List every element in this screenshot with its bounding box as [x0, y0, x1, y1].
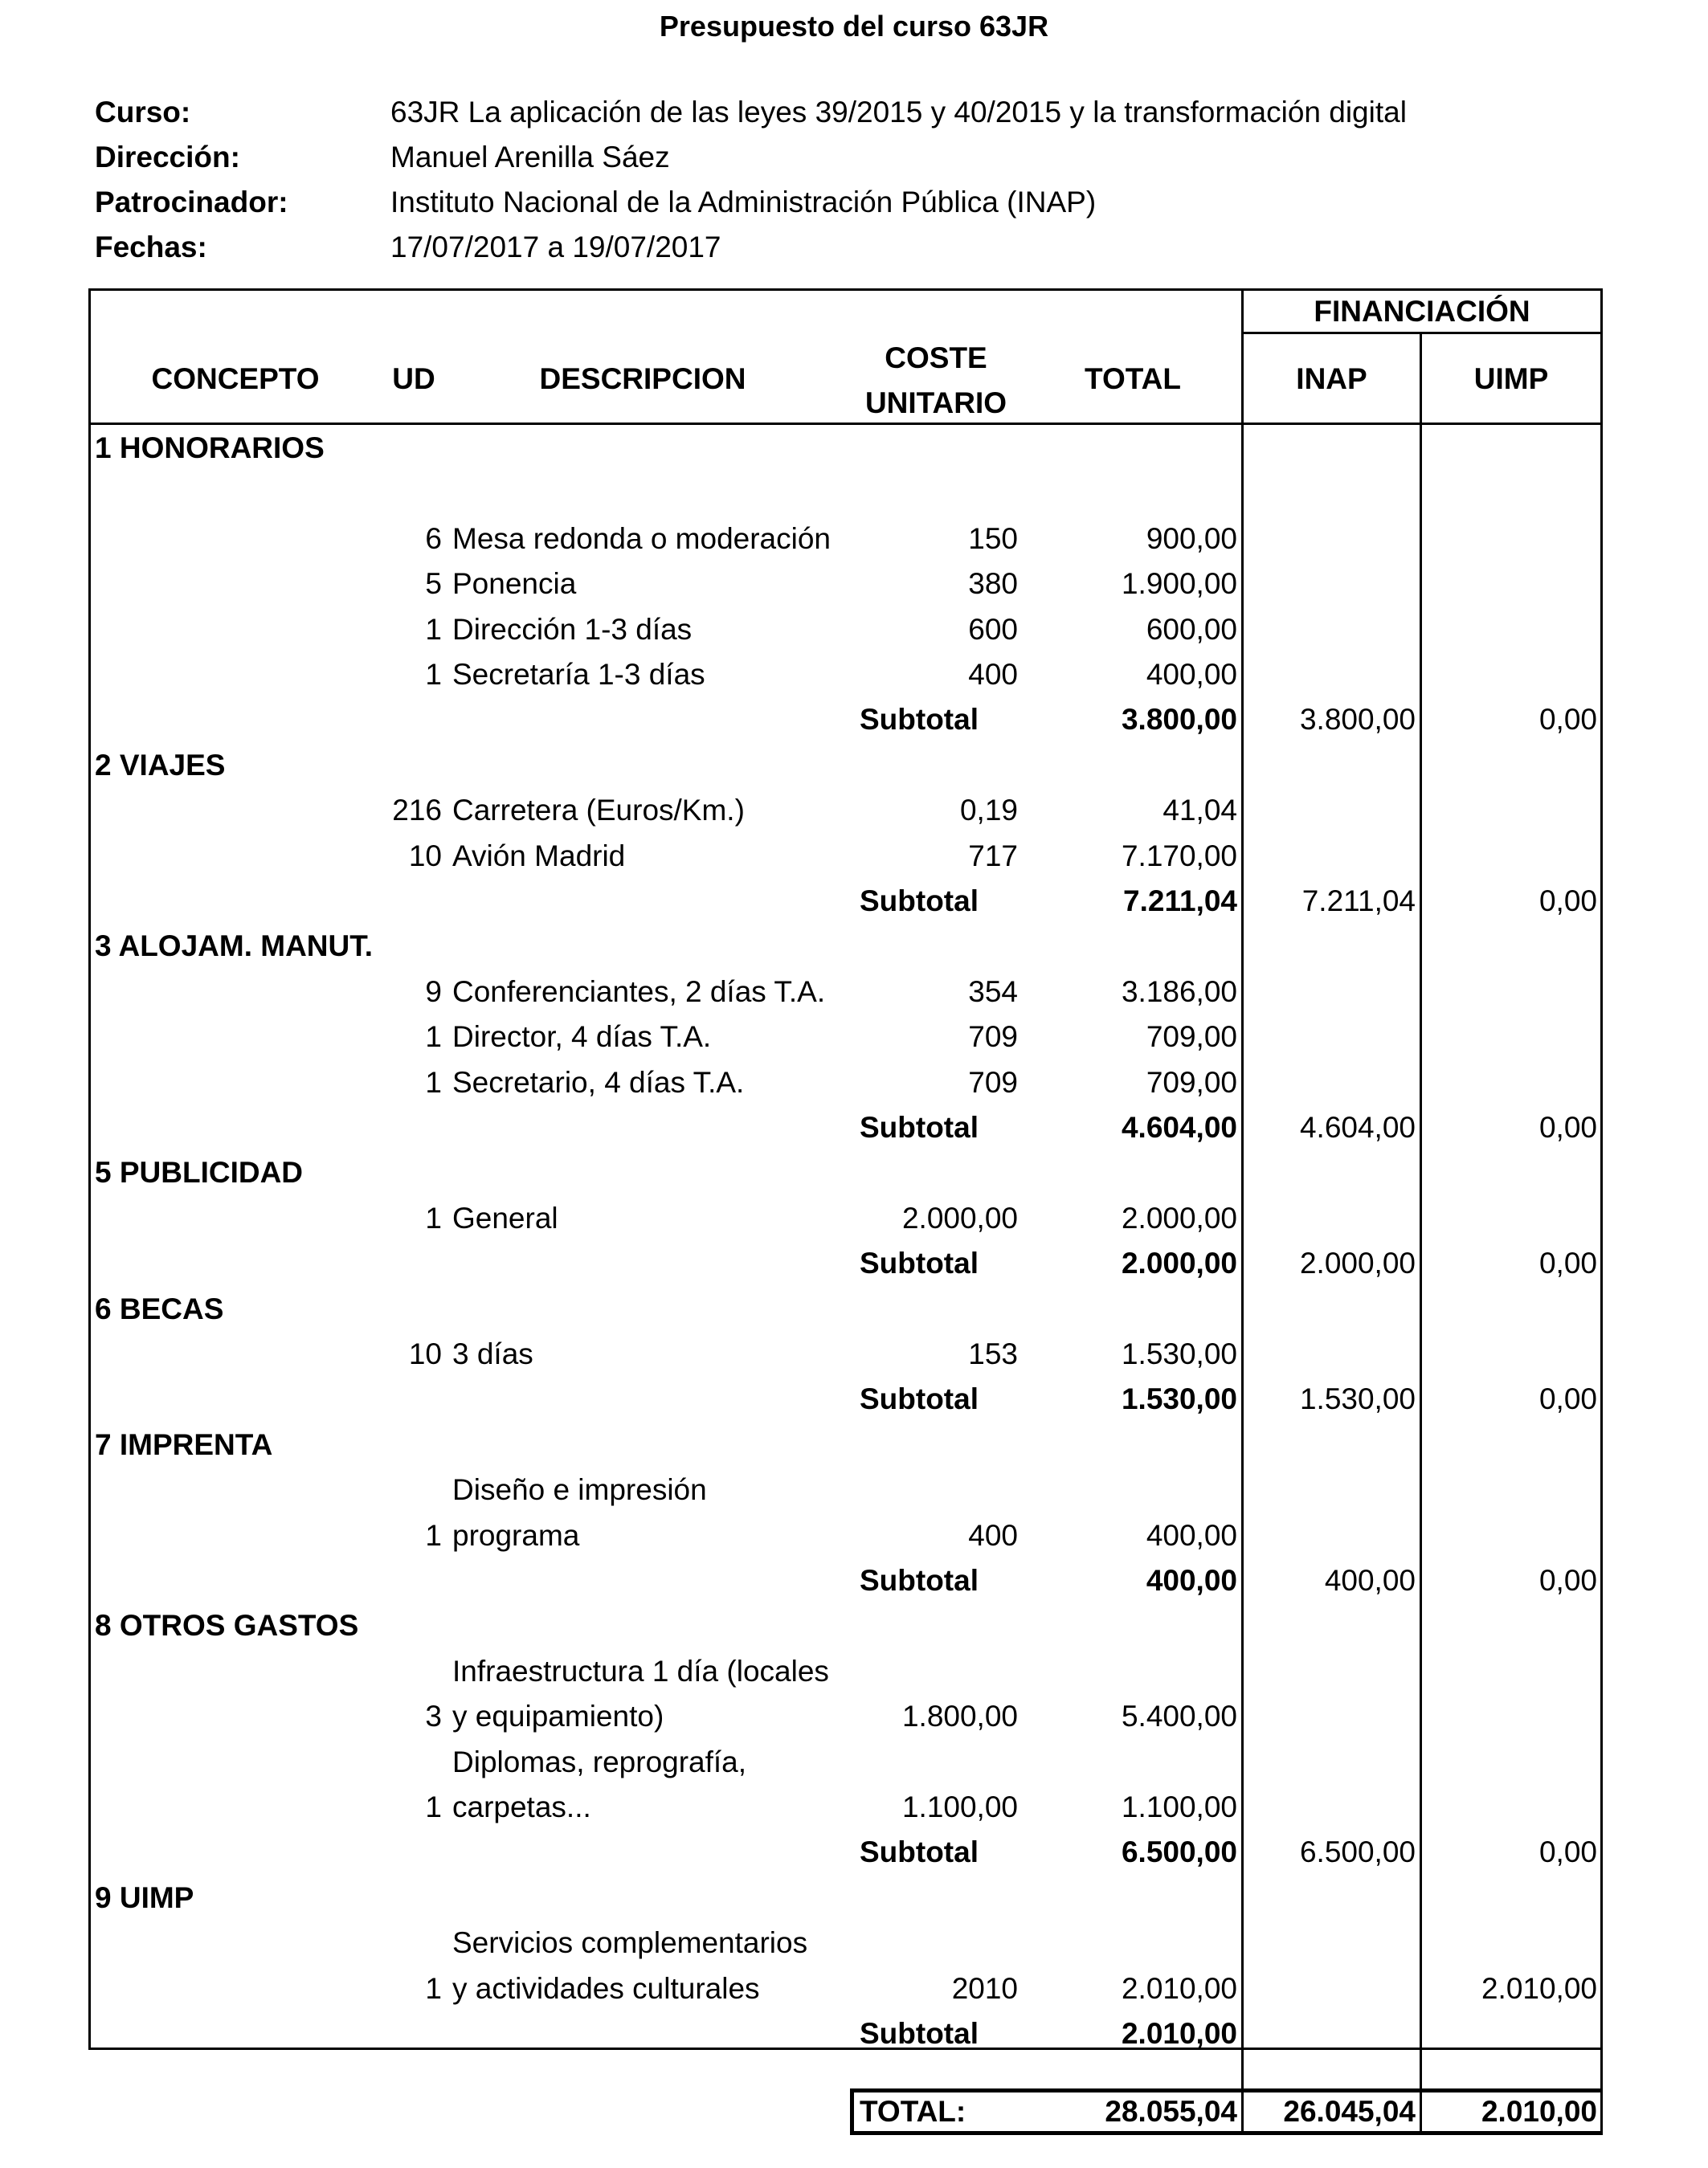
subtotal-total: 3.800,00 [1121, 703, 1237, 737]
item-unit-cost: 150 [968, 521, 1018, 555]
item-ud: 3 [425, 1700, 442, 1733]
subtotal-label: Subtotal [860, 1111, 979, 1144]
table-border-bottom [88, 2048, 1603, 2050]
item-ud: 1 [425, 658, 442, 691]
subtotal-label: Subtotal [860, 884, 979, 917]
subtotal-uimp: 0,00 [1538, 1564, 1597, 1597]
header-concepto: CONCEPTO [151, 362, 320, 395]
info-value: 63JR La aplicación de las leyes 39/2015 y 40/2015 y la transformación digital [390, 96, 1407, 129]
subtotal-inap: 3.800,00 [1299, 703, 1416, 737]
item-ud: 1 [425, 1065, 442, 1099]
item-description: Servicios complementarios [452, 1926, 808, 1960]
item-ud: 5 [425, 567, 442, 601]
grand-total-uimp: 2.010,00 [1481, 2095, 1597, 2128]
item-ud: 1 [425, 612, 442, 646]
item-description: Mesa redonda o moderación [452, 521, 832, 555]
header-financiacion: FINANCIACIÓN [1314, 295, 1530, 328]
subtotal-inap: 7.211,04 [1301, 884, 1416, 917]
item-description: Ponencia [452, 567, 577, 601]
info-row-patrocinador [95, 180, 1407, 225]
item-description: Secretario, 4 días T.A. [452, 1065, 745, 1099]
header-descripcion: DESCRIPCION [539, 362, 746, 395]
item-unit-cost: 1.800,00 [901, 1700, 1018, 1733]
header-ud: UD [392, 362, 435, 395]
item-ud: 1 [425, 1790, 442, 1823]
section-concept: 9 UIMP [95, 1880, 194, 1914]
inap-column-left-line [1241, 288, 1244, 2135]
header-total: TOTAL [1085, 362, 1181, 395]
subtotal-label: Subtotal [860, 1564, 979, 1597]
subtotal-total: 2.000,00 [1121, 1247, 1237, 1280]
subtotal-total: 4.604,00 [1121, 1111, 1237, 1144]
item-description: Dirección 1-3 días [452, 612, 693, 646]
info-label: Patrocinador: [95, 186, 288, 218]
item-total: 709,00 [1146, 1020, 1237, 1054]
info-row-curso [95, 90, 1407, 135]
item-unit-cost: 0,19 [959, 794, 1018, 827]
header-inap: INAP [1296, 362, 1367, 395]
info-row-direccion [95, 135, 1407, 180]
info-label: Dirección: [95, 141, 240, 174]
item-unit-cost: 709 [968, 1020, 1018, 1054]
subtotal-uimp: 0,00 [1538, 884, 1597, 917]
header-uimp: UIMP [1473, 362, 1549, 395]
item-uimp: 2.010,00 [1481, 1971, 1597, 2005]
item-total: 1.900,00 [1121, 567, 1237, 601]
subtotal-total: 6.500,00 [1121, 1835, 1237, 1869]
table-border-right [1600, 288, 1603, 2135]
section-concept: 5 PUBLICIDAD [95, 1156, 304, 1190]
total-box-left [850, 2088, 854, 2135]
item-unit-cost: 380 [968, 567, 1018, 601]
item-total: 400,00 [1146, 1518, 1237, 1552]
item-total: 2.000,00 [1121, 1201, 1237, 1235]
item-description: Director, 4 días T.A. [452, 1020, 712, 1054]
subtotal-total: 7.211,04 [1123, 884, 1237, 917]
item-total: 41,04 [1163, 794, 1237, 827]
item-ud: 216 [392, 794, 442, 827]
uimp-column-left-line [1420, 332, 1422, 2135]
item-unit-cost: 2.000,00 [901, 1201, 1018, 1235]
item-description: y actividades culturales [452, 1971, 760, 2005]
info-label: Curso: [95, 96, 191, 129]
item-ud: 1 [425, 1201, 442, 1235]
item-description: Diseño e impresión [452, 1473, 707, 1507]
page-title: Presupuesto del curso 63JR [659, 10, 1049, 43]
item-description: Diplomas, reprografía, [452, 1745, 747, 1778]
section-concept: 6 BECAS [95, 1292, 224, 1325]
item-total: 3.186,00 [1121, 974, 1237, 1008]
subtotal-uimp: 0,00 [1538, 1247, 1597, 1280]
subtotal-inap: 1.530,00 [1299, 1382, 1416, 1416]
item-unit-cost: 2010 [951, 1971, 1018, 2005]
item-unit-cost: 709 [968, 1065, 1018, 1099]
info-value: Manuel Arenilla Sáez [390, 141, 670, 174]
item-unit-cost: 153 [968, 1337, 1018, 1370]
item-unit-cost: 400 [968, 658, 1018, 691]
item-ud: 10 [408, 839, 442, 872]
subtotal-uimp: 0,00 [1538, 1111, 1597, 1144]
item-description: Infraestructura 1 día (locales [452, 1654, 829, 1688]
subtotal-inap: 4.604,00 [1299, 1111, 1416, 1144]
info-value: Instituto Nacional de la Administración Pública (INAP) [390, 186, 1097, 218]
item-unit-cost: 717 [968, 839, 1018, 872]
item-description: programa [452, 1518, 580, 1552]
grand-total-label: TOTAL: [860, 2095, 966, 2128]
section-concept: 8 OTROS GASTOS [95, 1609, 359, 1643]
subtotal-total: 2.010,00 [1121, 2017, 1237, 2050]
item-unit-cost: 354 [968, 974, 1018, 1008]
item-total: 1.100,00 [1121, 1790, 1237, 1823]
grand-total-inap: 26.045,04 [1283, 2095, 1416, 2128]
subtotal-total: 1.530,00 [1121, 1382, 1237, 1416]
subtotal-label: Subtotal [860, 1835, 979, 1869]
subtotal-total: 400,00 [1146, 1564, 1237, 1597]
info-value: 17/07/2017 a 19/07/2017 [390, 231, 721, 263]
item-ud: 1 [425, 1020, 442, 1054]
item-description: Conferenciantes, 2 días T.A. [452, 974, 826, 1008]
item-description: carpetas... [452, 1790, 591, 1823]
section-concept: 2 VIAJES [95, 748, 226, 782]
item-total: 400,00 [1146, 658, 1237, 691]
subtotal-inap: 2.000,00 [1299, 1247, 1416, 1280]
header-coste: COSTE [885, 341, 987, 374]
subtotal-label: Subtotal [860, 1247, 979, 1280]
item-ud: 6 [425, 521, 442, 555]
grand-total-value: 28.055,04 [1105, 2095, 1237, 2128]
item-ud: 9 [425, 974, 442, 1008]
item-ud: 1 [425, 1518, 442, 1552]
item-unit-cost: 400 [968, 1518, 1018, 1552]
item-total: 900,00 [1146, 521, 1237, 555]
subtotal-inap: 6.500,00 [1299, 1835, 1416, 1869]
item-description: y equipamiento) [452, 1700, 664, 1733]
subtotal-uimp: 0,00 [1538, 1835, 1597, 1869]
course-info [95, 90, 1407, 270]
header-bottom-line [88, 423, 1603, 425]
item-total: 5.400,00 [1121, 1700, 1237, 1733]
item-description: Secretaría 1-3 días [452, 658, 705, 691]
section-concept: 3 ALOJAM. MANUT. [95, 929, 374, 963]
subtotal-inap: 400,00 [1324, 1564, 1416, 1597]
item-description: Carretera (Euros/Km.) [452, 794, 745, 827]
item-unit-cost: 1.100,00 [901, 1790, 1018, 1823]
item-total: 1.530,00 [1121, 1337, 1237, 1370]
item-unit-cost: 600 [968, 612, 1018, 646]
subtotal-label: Subtotal [860, 2017, 979, 2050]
header-unitario: UNITARIO [864, 386, 1007, 419]
subtotal-uimp: 0,00 [1538, 1382, 1597, 1416]
info-label: Fechas: [95, 231, 207, 263]
section-concept: 7 IMPRENTA [95, 1427, 273, 1461]
item-total: 709,00 [1146, 1065, 1237, 1099]
item-total: 7.170,00 [1121, 839, 1237, 872]
subtotal-label: Subtotal [860, 1382, 979, 1416]
item-total: 600,00 [1146, 612, 1237, 646]
item-total: 2.010,00 [1121, 1971, 1237, 2005]
item-ud: 10 [408, 1337, 442, 1370]
subtotal-label: Subtotal [860, 703, 979, 737]
item-description: 3 días [452, 1337, 533, 1370]
item-ud: 1 [425, 1971, 442, 2005]
table-border-left [88, 288, 91, 2050]
item-description: Avión Madrid [452, 839, 626, 872]
item-description: General [452, 1201, 558, 1235]
subtotal-uimp: 0,00 [1538, 703, 1597, 737]
section-concept: 1 HONORARIOS [95, 431, 325, 464]
info-row-fechas [95, 225, 1407, 270]
